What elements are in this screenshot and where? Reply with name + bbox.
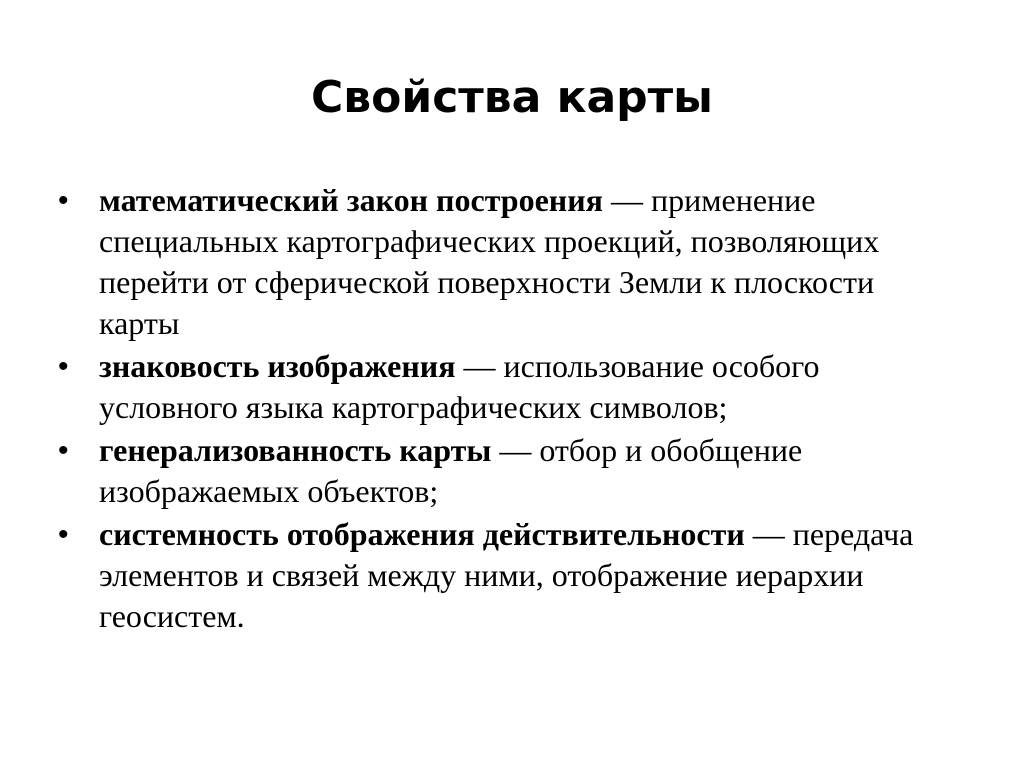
term-label: генерализованность карты: [99, 432, 492, 468]
term-description: — отбор и обобщение изображаемых объектов;: [99, 432, 803, 509]
list-item: [58, 514, 958, 637]
slide-title: Свойства карты: [311, 72, 713, 123]
bullet-icon: •: [58, 434, 69, 467]
bullet-list: [58, 180, 958, 639]
term-description: — использование особого условного языка картографических символов;: [99, 348, 820, 425]
term-description: — применение специальных картографических проекций, позволяющих перейти от сферической поверхности Земли к плоскости карты: [99, 182, 880, 341]
term-label: знаковость изображения: [99, 348, 456, 384]
term-label: системность отображения действительности: [99, 516, 745, 552]
bullet-icon: •: [58, 184, 69, 217]
term-description: — передача элементов и связей между ними, отображение иерархии геосистем.: [99, 516, 914, 634]
bullet-icon: •: [58, 350, 69, 383]
term-label: математический закон построения: [99, 182, 603, 218]
list-item: [58, 180, 958, 344]
list-item: [58, 346, 958, 428]
bullet-icon: •: [58, 518, 69, 551]
list-item: [58, 430, 958, 512]
